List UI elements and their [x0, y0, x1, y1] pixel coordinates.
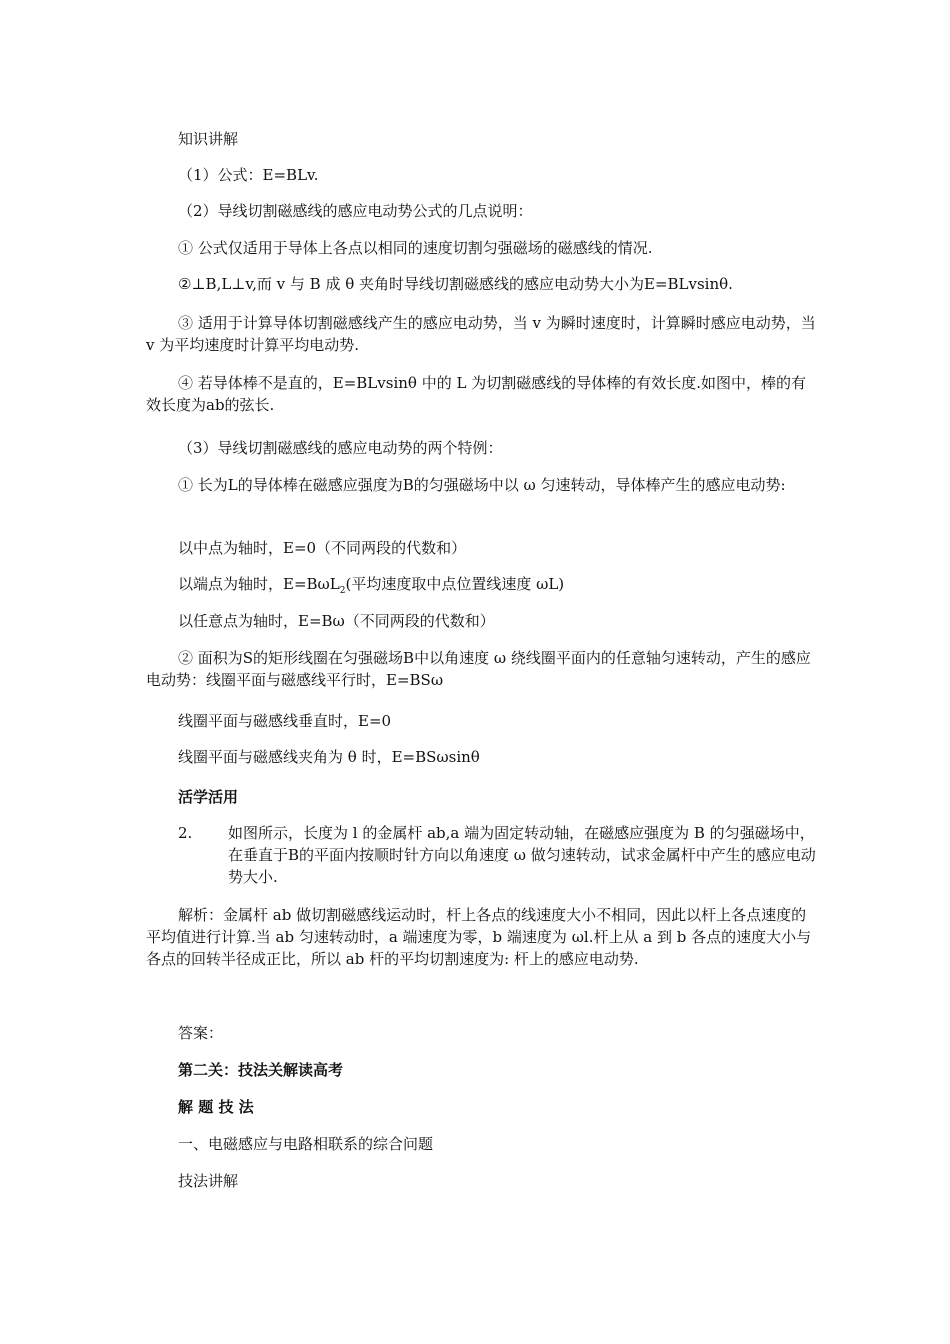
- heading-apply: 活学活用: [178, 788, 239, 806]
- question-text: 如图所示，长度为 l 的金属杆 ab,a 端为固定转动轴，在磁感应强度为 B 的匀强磁场中，在垂直于B的平面内按顺时针方向以角速度 ω 做匀速转动，试求金属杆中产生的感应电动势大小.: [228, 824, 816, 886]
- paragraph-formula: （1）公式：E=BLv.: [178, 166, 319, 184]
- heading-skill-explain: 技法讲解: [178, 1172, 239, 1190]
- paragraph-coil-perpendicular: 线圈平面与磁感线垂直时，E=0: [178, 712, 392, 730]
- paragraph-analysis: 解析：金属杆 ab 做切割磁感线运动时，杆上各点的线速度大小不相同，因此以杆上各点速度的平均值进行计算.当 ab 匀速转动时，a 端速度为零，b 端速度为 ωl.杆上从 a 到 b 各点的速度大小与各点的回转半径成正比，所以 ab 杆的平均切割速度为: 杆上的感应电动势.: [146, 906, 812, 968]
- section-title-1: 一、电磁感应与电路相联系的综合问题: [178, 1135, 434, 1153]
- paragraph-coil-angle: 线圈平面与磁感线夹角为 θ 时，E=BSωsinθ: [178, 748, 480, 766]
- paragraph-case-1: ① 长为L的导体棒在磁感应强度为B的匀强磁场中以 ω 匀速转动，导体棒产生的感应电动势:: [178, 476, 786, 494]
- paragraph-midpoint-axis: 以中点为轴时，E=0（不同两段的代数和）: [178, 539, 467, 557]
- endpoint-axis-text: 以端点为轴时，E=BωL: [178, 575, 340, 593]
- answer-label: 答案：: [178, 1024, 224, 1042]
- paragraph-endpoint-axis: [146, 573, 816, 595]
- heading-solving-skills: 解 题 技 法: [178, 1098, 254, 1116]
- paragraph-note-1: ① 公式仅适用于导体上各点以相同的速度切割匀强磁场的磁感线的情况.: [178, 239, 653, 257]
- endpoint-axis-note: (平均速度取中点位置线速度 ωL): [345, 575, 565, 593]
- paragraph-special-cases-intro: （3）导线切割磁感线的感应电动势的两个特例：: [178, 439, 503, 457]
- paragraph-any-axis: 以任意点为轴时，E=Bω（不同两段的代数和）: [178, 612, 495, 630]
- heading-knowledge: 知识讲解: [178, 130, 239, 148]
- question-number: 2.: [178, 824, 193, 842]
- paragraph-case-2: ② 面积为S的矩形线圈在匀强磁场B中以角速度 ω 绕线圈平面内的任意轴匀速转动，产生的感应电动势：线圈平面与磁感线平行时，E=BSω: [146, 649, 811, 689]
- paragraph-note-3: ③ 适用于计算导体切割磁感线产生的感应电动势，当 v 为瞬时速度时，计算瞬时感应电动势，当 v 为平均速度时计算平均电动势.: [146, 314, 816, 354]
- heading-level-2: 第二关：技法关解读高考: [178, 1061, 344, 1079]
- paragraph-notes-intro: （2）导线切割磁感线的感应电动势公式的几点说明：: [178, 202, 533, 220]
- endpoint-axis-subscript: 2: [339, 586, 346, 596]
- paragraph-note-4: ④ 若导体棒不是直的，E=BLvsinθ 中的 L 为切割磁感线的导体棒的有效长度.如图中，棒的有效长度为ab的弦长.: [146, 374, 806, 414]
- paragraph-note-2: ②⊥B,L⊥v,而 v 与 B 成 θ 夹角时导线切割磁感线的感应电动势大小为E=BLvsinθ.: [178, 275, 733, 293]
